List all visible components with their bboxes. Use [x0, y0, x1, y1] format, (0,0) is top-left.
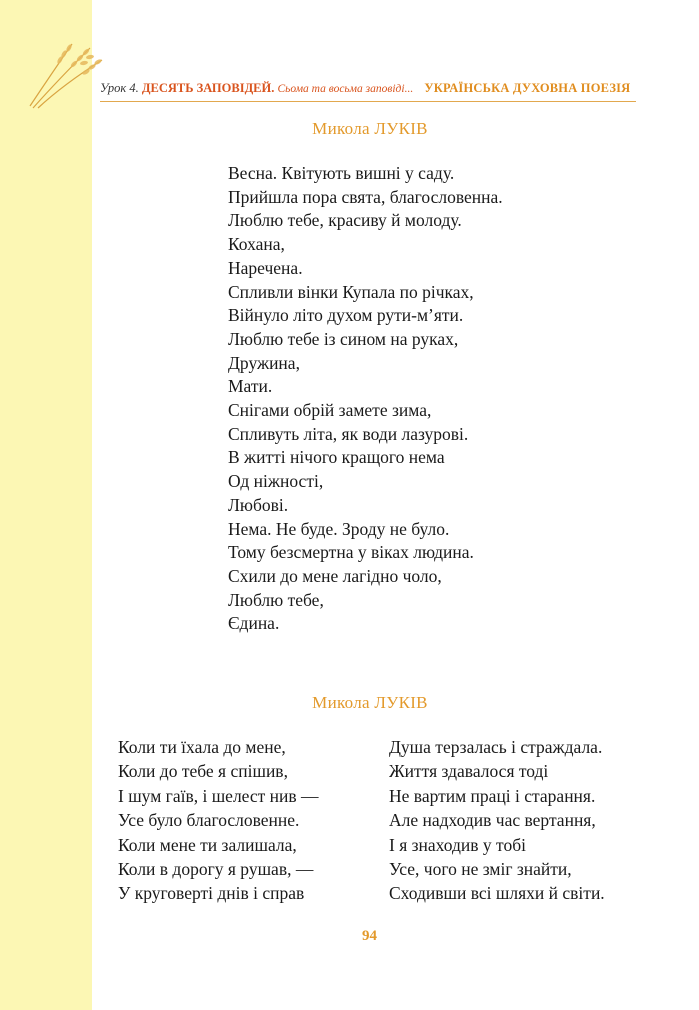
lesson-title: ДЕСЯТЬ ЗАПОВІДЕЙ. [141, 81, 275, 95]
poem-line: І я знаходив у тобі [389, 834, 526, 855]
poem-line: Спливуть літа, як води лазурові. [228, 423, 469, 444]
lesson-number: Урок 4. [100, 81, 139, 95]
poem2-author: Микола ЛУКІВ [312, 693, 428, 712]
poem-line: Схили до мене лагідно чоло, [228, 565, 442, 586]
running-header [100, 80, 690, 100]
poem-line: Нема. Не буде. Зроду не було. [228, 518, 450, 539]
poem-line: У круговерті днів і справ [118, 883, 305, 904]
header-divider [100, 101, 636, 102]
poem-line: Прийшла пора свята, благословенна. [228, 186, 503, 207]
poem-line: Весна. Квітують вишні у саду. [228, 163, 455, 183]
lesson-subtitle: Сьома та восьма заповіді... [277, 83, 414, 95]
poem-line: Коли мене ти залишала, [118, 834, 297, 855]
poem-line: Не вартим праці і старання. [389, 785, 596, 806]
poem-line: Коли до тебе я спішив, [118, 761, 288, 782]
poem-line: Життя здавалося тоді [389, 761, 549, 782]
poem1-text [228, 162, 503, 636]
poem-line: В житті нічого кращого нема [228, 447, 445, 468]
poem2-left-column [118, 735, 319, 906]
side-color-band [0, 0, 92, 1010]
poem-line: Мати. [228, 376, 273, 397]
poem-line: Любові. [228, 494, 289, 515]
poem-line: Од ніжності, [228, 471, 324, 492]
poem-line: Снігами обрій замете зима, [228, 400, 432, 421]
poem-line: Сходивши всі шляхи й світи. [389, 883, 605, 904]
poem-line: Кохана, [228, 234, 285, 255]
poem-line: Люблю тебе, красиву й молоду. [228, 210, 462, 231]
poem-line: Коли ти їхала до мене, [118, 737, 286, 757]
poem-line: Люблю тебе із сином на руках, [228, 328, 459, 349]
poem-line: Тому безсмертна у віках людина. [228, 542, 474, 563]
poem-line: Коли в дорогу я рушав, — [118, 859, 314, 880]
poem-line: Усе було благословенне. [118, 810, 300, 831]
poem-line: Спливли вінки Купала по річках, [228, 281, 474, 302]
poem-line: Єдина. [228, 613, 280, 634]
section-title: УКРАЇНСЬКА ДУХОВНА ПОЕЗІЯ [424, 81, 631, 95]
page-number: 94 [362, 928, 377, 944]
poem-line: Дружина, [228, 352, 300, 373]
poem2-right-column [389, 735, 605, 906]
poem-line: Душа терзалась і страждала. [389, 737, 603, 757]
wheat-ears-icon [28, 40, 108, 110]
poem-line: Але надходив час вертання, [389, 810, 596, 831]
poem1-author: Микола ЛУКІВ [312, 119, 428, 138]
poem-line: Наречена. [228, 257, 303, 278]
poem-line: Люблю тебе, [228, 589, 324, 610]
poem-line: І шум гаїв, і шелест нив — [118, 785, 319, 806]
poem-line: Війнуло літо духом рути-м’яти. [228, 305, 464, 326]
poem-line: Усе, чого не зміг знайти, [389, 859, 572, 880]
